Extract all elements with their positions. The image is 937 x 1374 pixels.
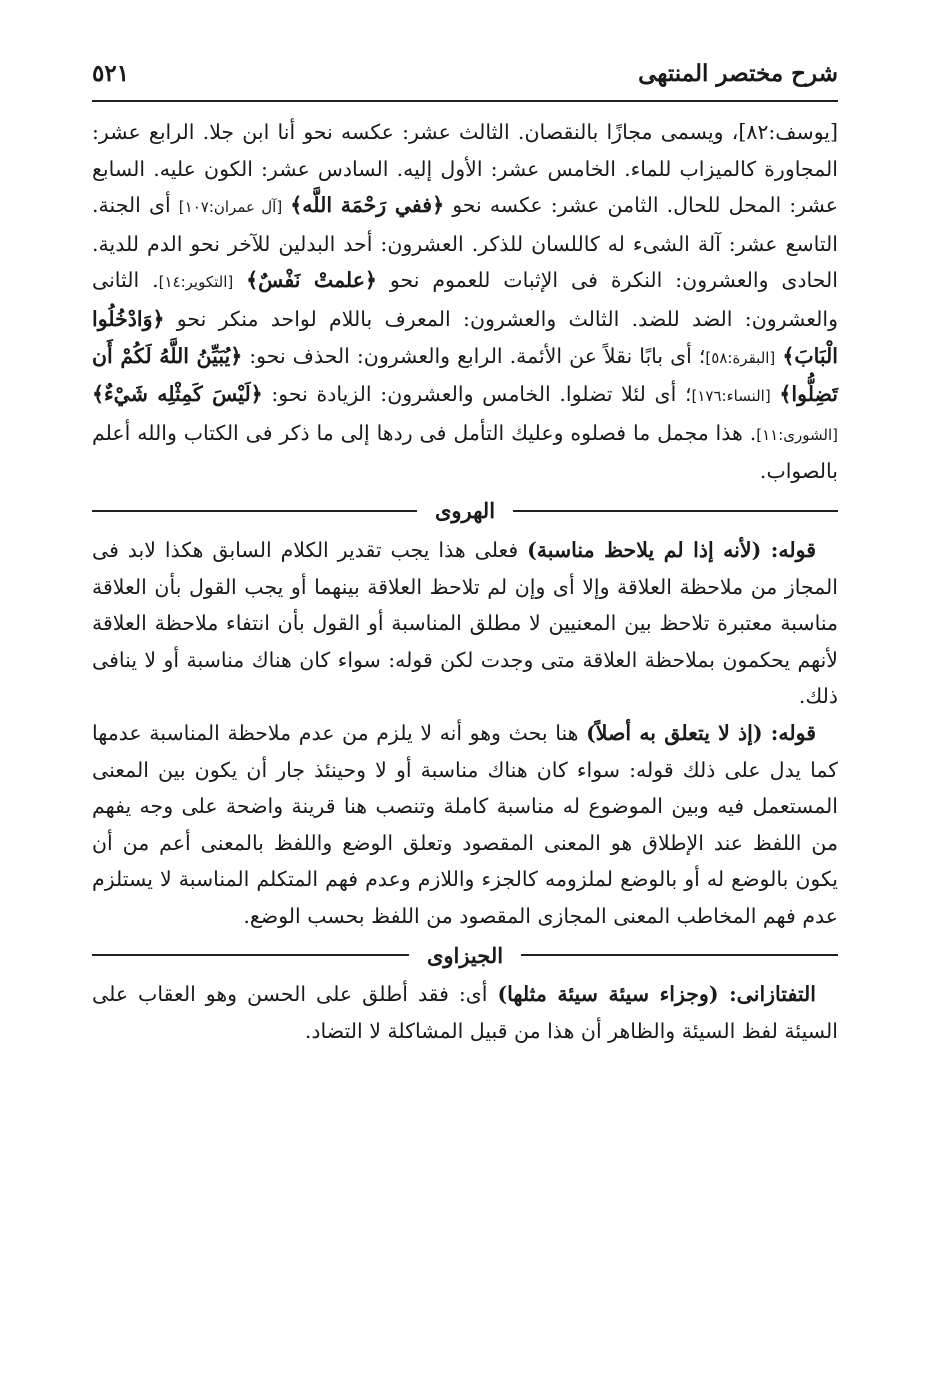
divider-rule bbox=[513, 510, 838, 512]
section-divider-jizawi bbox=[92, 938, 838, 972]
divider-rule bbox=[521, 954, 838, 956]
section-heading: الجيزاوى bbox=[426, 942, 504, 968]
verse-reference: [التكوير:١٤] bbox=[158, 273, 234, 292]
main-text-segment: [يوسف:٨٢]، ويسمى مجازًا بالنقصان. الثالث عشر: عكسه نحو أنا ابن جلا. الرابع عشر: المجاورة كالميزاب للماء. الخامس عشر: الأول إليه. السادس عشر: الكون عليه. السابع عشر: المحل للحال. الثامن عشر: عكسه نحو bbox=[92, 120, 838, 218]
verse-reference: [آل عمران:١٠٧] bbox=[178, 198, 283, 217]
paragraph-text: هنا بحث وهو أنه لا يلزم من عدم ملاحظة المناسبة عدمها كما يدل على ذلك قوله: سواء كان هناك مناسبة أو لا وحينئذ جار أن يكون بين المعنى المستعمل فيه وبين الموضوع له مناسبة كاملة وتنصب هنا قرينة واضحة على وجه يفهم من اللفظ عند الإطلاق هو المعنى المقصود وتعلق الوضع واللفظ بالمعنى أعم من أن يكون بالوضع له أو بالوضع لملزومه كالجزء واللازم وعدم فهم المتكلم المناسبة لا يستلزم عدم فهم المخاطب المعنى المجازى المقصود من اللفظ بحسب الوضع. bbox=[92, 720, 838, 928]
page bbox=[92, 60, 838, 1050]
quran-quote: ﴿علمتْ نَفْسٌ﴾ bbox=[246, 268, 377, 293]
quran-quote: ﴿يُبَيِّنُ اللَّهُ لَكُمْ أَن تَضِلُّوا﴾ bbox=[92, 343, 838, 407]
paragraph-text: أى: فقد أطلق على الحسن وهو العقاب على السيئة لفظ السيئة والظاهر أن هذا من قبيل المشاكلة لا التضاد. bbox=[92, 982, 838, 1044]
quran-quote: ﴿وَادْخُلُوا الْبَابَ﴾ bbox=[92, 306, 838, 368]
paragraph-text: فعلى هذا يجب تقدير الكلام السابق هكذا لابد فى المجاز من ملاحظة العلاقة وإلا أى وإن لم تلاحظ العلاقة بينهما أو يجب القول بأن العلاقة مناسبة معتبرة تلاحظ بين المعنيين لا مطلق المناسبة أو القول بأن انتفاء ملاحظة العلاقة لأنهم يحكمون بملاحظة العلاقة متى وجدت لكن قوله: سواء كان هناك مناسبة أو لا ينافى ذلك. bbox=[92, 537, 838, 709]
quran-quote: ﴿ففي رَحْمَة اللَّه﴾ bbox=[290, 193, 445, 218]
verse-reference: [النساء:١٧٦] bbox=[691, 387, 771, 406]
divider-rule bbox=[92, 510, 417, 512]
jizawi-commentary bbox=[92, 976, 838, 1049]
main-text-segment: ؛ أى لئلا تضلوا. الخامس والعشرون: الزيادة نحو: bbox=[262, 382, 692, 407]
book-title: شرح مختصر المنتهى bbox=[638, 60, 838, 87]
paragraph-lead: قوله: (لأنه إذا لم يلاحظ مناسبة) bbox=[527, 537, 816, 562]
commentary-paragraph bbox=[92, 715, 838, 935]
herawi-commentary bbox=[92, 532, 838, 935]
divider-rule bbox=[92, 954, 409, 956]
main-text-segment: . الثانى والعشرون: الضد للضد. الثالث والعشرون: المعرف باللام لواحد منكر نحو bbox=[92, 268, 838, 331]
main-text-segment: ؛ أى بابًا نقلاً عن الأئمة. الرابع والعشرون: الحذف نحو: bbox=[242, 343, 706, 368]
commentary-paragraph bbox=[92, 532, 838, 715]
section-divider-herawi bbox=[92, 494, 838, 528]
main-text bbox=[92, 114, 838, 490]
quran-quote: ﴿لَيْسَ كَمِثْلِه شَيْءٌ﴾ bbox=[92, 382, 263, 407]
paragraph-lead: قوله: (إذ لا يتعلق به أصلاً) bbox=[586, 720, 816, 745]
page-number: ٥٢١ bbox=[92, 60, 130, 87]
verse-reference: [البقرة:٥٨] bbox=[705, 348, 776, 367]
commentary-paragraph bbox=[92, 976, 838, 1049]
verse-reference: [الشورى:١١] bbox=[756, 425, 838, 444]
page-header bbox=[92, 60, 838, 102]
main-text-segment: أى الجنة. التاسع عشر: آلة الشىء له كاللسان للذكر. العشرون: أحد البدلين للآخر نحو الدم للدية. الحادى والعشرون: النكرة فى الإثبات للعموم نحو bbox=[92, 193, 838, 293]
main-text-segment: . هذا مجمل ما فصلوه وعليك التأمل فى ردها إلى ما ذكر فى الكتاب والله أعلم بالصواب. bbox=[92, 420, 838, 484]
paragraph-lead: التفتازانى: (وجزاء سيئة سيئة مثلها) bbox=[497, 982, 816, 1007]
section-heading: الهروى bbox=[434, 498, 496, 524]
